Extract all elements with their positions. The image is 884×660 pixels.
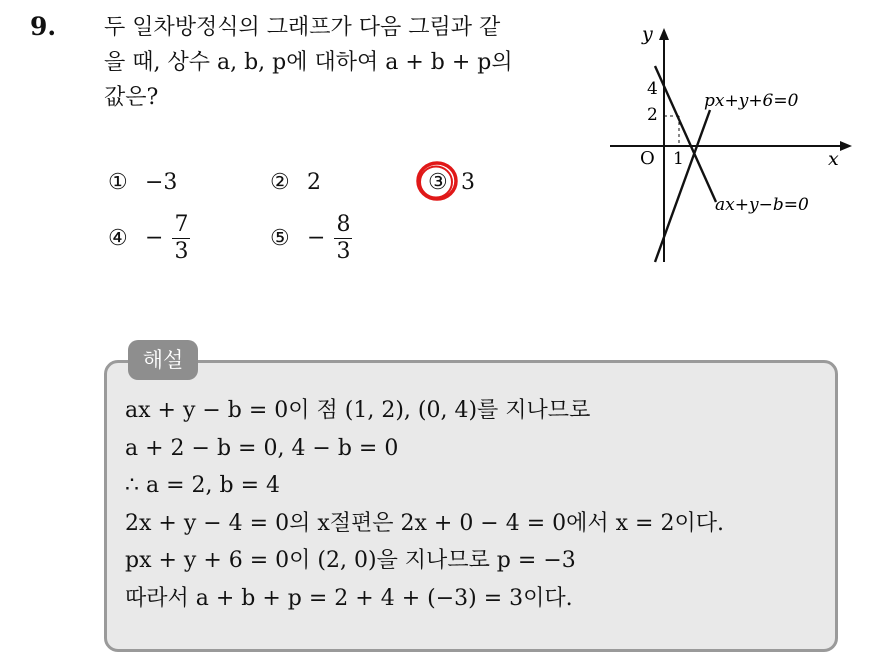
question-number: 9.	[30, 12, 57, 41]
option-4-mark: ④	[108, 225, 128, 251]
option-4-fraction	[172, 212, 190, 265]
option-2-mark: ②	[270, 170, 290, 195]
y-axis-label: y	[642, 23, 653, 45]
origin-label: O	[640, 148, 655, 169]
y-tick-2: 2	[647, 105, 658, 125]
solution-line-5: px + y + 6 = 0이 (2, 0)을 지나므로 p = −3	[125, 548, 576, 573]
solution-tag: 해설	[128, 340, 198, 380]
option-1-mark: ①	[108, 170, 128, 195]
option-5[interactable]	[270, 212, 352, 265]
option-3-mark-circled	[428, 170, 454, 195]
option-3[interactable]	[428, 170, 475, 195]
option-4[interactable]	[108, 212, 190, 265]
question-line-1: 두 일차방정식의 그래프가 다음 그림과 같	[104, 15, 501, 40]
x-axis-arrow-icon	[840, 141, 852, 151]
solution-line-2: a + 2 − b = 0, 4 − b = 0	[125, 435, 399, 461]
option-5-fraction	[334, 212, 352, 265]
linear-graph	[600, 20, 860, 270]
solution-line-1: ax + y − b = 0이 점 (1, 2), (0, 4)를 지나므로	[125, 398, 591, 423]
line2-label: ax+y−b=0	[715, 195, 809, 215]
y-tick-4: 4	[647, 79, 658, 99]
option-2[interactable]	[270, 170, 321, 195]
option-5-numerator: 8	[336, 212, 351, 237]
answer-circle-icon	[414, 158, 460, 204]
option-5-sign: −	[307, 225, 326, 251]
solution-line-6: 따라서 a + b + p = 2 + 4 + (−3) = 3이다.	[125, 585, 573, 611]
option-4-sign: −	[145, 225, 164, 251]
x-axis-label: x	[828, 148, 839, 170]
option-1[interactable]	[108, 170, 177, 195]
option-3-mark: ③	[428, 170, 448, 195]
solution-line-3: ∴ a = 2, b = 4	[125, 473, 281, 498]
y-axis-arrow-icon	[659, 28, 669, 40]
question-line-3: 값은?	[104, 85, 159, 110]
option-3-text: 3	[461, 170, 475, 195]
question-text	[104, 10, 584, 115]
option-1-text: −3	[145, 170, 178, 195]
option-4-numerator: 7	[174, 212, 189, 237]
option-5-mark: ⑤	[270, 225, 290, 251]
option-5-denominator: 3	[336, 239, 351, 264]
option-4-denominator: 3	[174, 239, 189, 264]
x-tick-1: 1	[673, 149, 684, 169]
option-2-text: 2	[307, 170, 321, 195]
line1-label: px+y+6=0	[704, 91, 799, 111]
solution-text	[125, 392, 724, 617]
question-line-2: 을 때, 상수 a, b, p에 대하여 a + b + p의	[104, 50, 513, 75]
solution-line-4: 2x + y − 4 = 0의 x절편은 2x + 0 − 4 = 0에서 x = 2이다.	[125, 510, 724, 536]
